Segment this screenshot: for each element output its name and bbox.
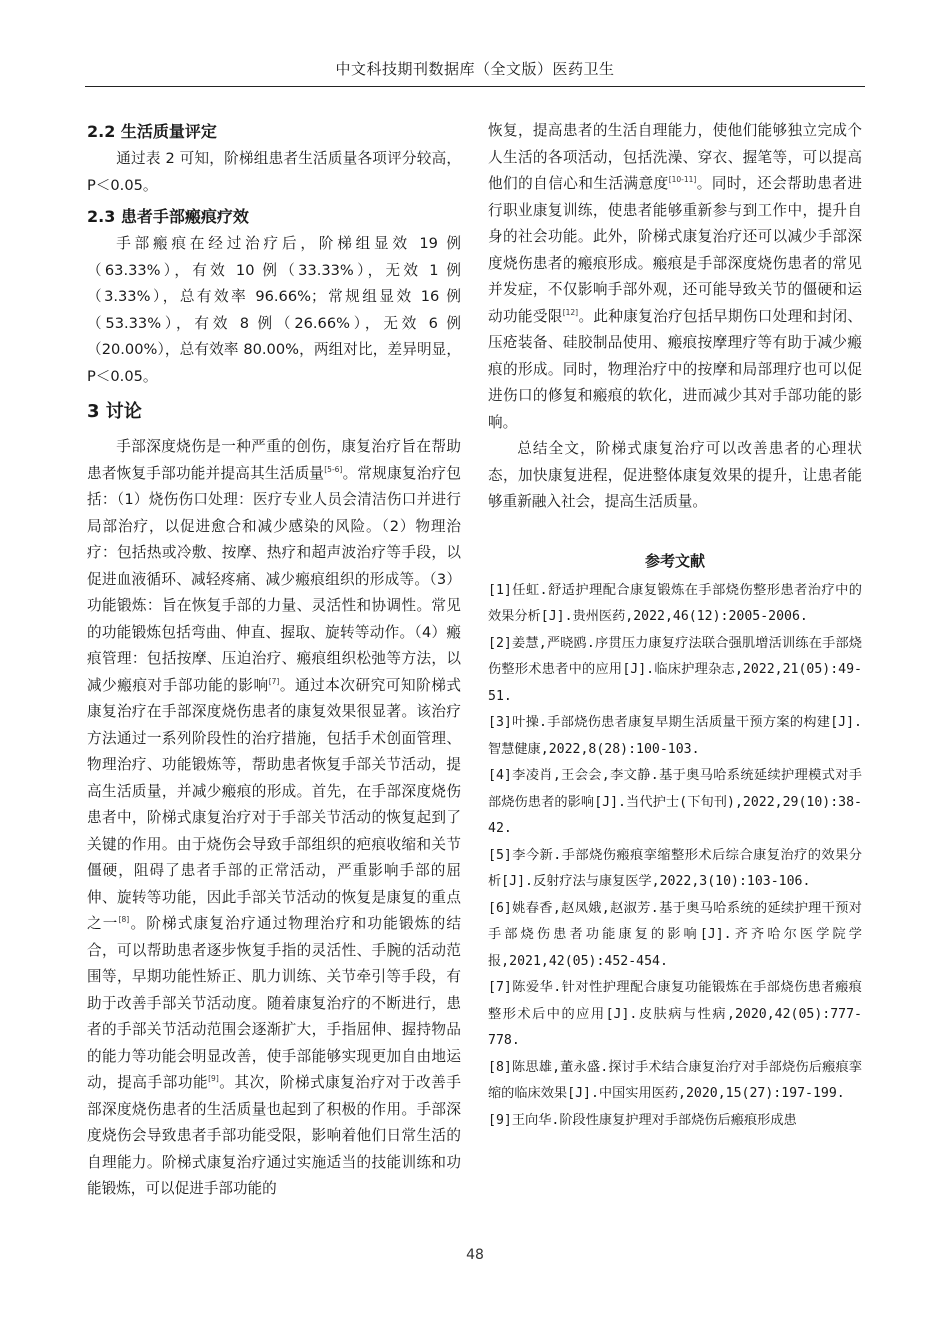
section-3-heading: 3 讨论: [87, 401, 142, 422]
section-2-3-paragraph: 手部瘢痕在经过治疗后，阶梯组显效 19 例（63.33%），有效 10 例（33.33%），无效 1 例（3.33%），总有效率 96.66%；常规组显效 16 例（53.33%），有效 8 例（26.66%），无效 6 例（20.00%），总有效率 80.00%，两组对比，差异明显，P＜0.05。: [87, 235, 461, 385]
citation[interactable]: [8]: [118, 915, 130, 924]
citation[interactable]: [7]: [268, 676, 280, 686]
reference-item: [9]王向华.阶段性康复护理对手部烧伤后瘢痕形成患: [488, 1112, 797, 1128]
reference-item: [5]李今新.手部烧伤瘢痕挛缩整形术后综合康复治疗的效果分析[J].反射疗法与康复医学,2022,3(10):103-106.: [488, 847, 862, 889]
reference-item: [8]陈思雄,董永盛.探讨手术结合康复治疗对手部烧伤后瘢痕挛缩的临床效果[J].中国实用医药,2020,15(27):197-199.: [488, 1059, 862, 1101]
right-column: [488, 118, 862, 1134]
journal-header: 中文科技期刊数据库（全文版）医药卫生: [335, 60, 615, 78]
citation[interactable]: [5-6]: [324, 464, 343, 474]
section-2-2-heading: 2.2 生活质量评定: [87, 122, 217, 141]
reference-item: [4]李凌肖,王会会,李文静.基于奥马哈系统延续护理模式对手部烧伤患者的影响[J].当代护士(下旬刊),2022,29(10):38-42.: [488, 768, 862, 836]
section-2-2-paragraph: 通过表 2 可知，阶梯组患者生活质量各项评分较高，P＜0.05。: [87, 150, 461, 194]
section-2-3-heading: 2.3 患者手部瘢痕疗效: [87, 207, 249, 226]
references-title: 参考文献: [644, 551, 705, 570]
page-number: 48: [466, 1247, 484, 1263]
reference-item: [7]陈爱华.针对性护理配合康复功能锻炼在手部烧伤患者瘢痕整形术后中的应用[J].皮肤病与性病,2020,42(05):777-778.: [488, 980, 862, 1048]
reference-item: [3]叶操.手部烧伤患者康复早期生活质量干预方案的构建[J].智慧健康,2022,8(28):100-103.: [488, 715, 862, 757]
conclusion-paragraph: 总结全文，阶梯式康复治疗可以改善患者的心理状态，加快康复进程，促进整体康复效果的提升，让患者能够重新融入社会，提高生活质量。: [488, 440, 862, 510]
reference-item: [6]姚春香,赵凤娥,赵淑芳.基于奥马哈系统的延续护理干预对手部烧伤患者功能康复的影响[J].齐齐哈尔医学院学报,2021,42(05):452-454.: [488, 900, 862, 969]
citation[interactable]: [12]: [562, 307, 579, 317]
reference-item: [2]姜慧,严晓鸥.序贯压力康复疗法联合强肌增活训练在手部烧伤整形术患者中的应用[J].临床护理杂志,2022,21(05):49-51.: [488, 635, 862, 704]
citation[interactable]: [10-11]: [668, 175, 697, 184]
discussion-paragraph: 手部深度烧伤是一种严重的创伤，康复治疗旨在帮助患者恢复手部功能并提高其生活质量[5-6]。常规康复治疗包括：（1）烧伤伤口处理：医疗专业人员会清洁伤口并进行局部治疗，以促进愈合和减少感染的风险。（2）物理治疗：包括热或冷敷、按摩、热疗和超声波治疗等手段，以促进血液循环、减轻疼痛、减少瘢痕组织的形成等。（3）功能锻炼：旨在恢复手部的力量、灵活性和协调性。常见的功能锻炼包括弯曲、伸直、握取、旋转等动作。（4）瘢痕管理：包括按摩、压迫治疗、瘢痕组织松弛等方法，以减少瘢痕对手部功能的影响[7]。通过本次研究可知阶梯式康复治疗在手部深度烧伤患者的康复效果很显著。该治疗方法通过一系列阶段性的治疗措施，包括手术创面管理、物理治疗、功能锻炼等，帮助患者恢复手部关节活动，提高生活质量，并减少瘢痕的形成。首先，在手部深度烧伤患者中，阶梯式康复治疗对于手部关节活动的恢复起到了关键的作用。由于烧伤会导致手部组织的疤痕收缩和关节僵硬，阻碍了患者手部的正常活动，严重影响手部的屈伸、旋转等功能，因此手部关节活动的恢复是康复的重点之一[8]。阶梯式康复治疗通过物理治疗和功能锻炼的结合，可以帮助患者逐步恢复手指的灵活性、手腕的活动范围等，早期功能性矫正、肌力训练、关节牵引等手段，有助于改善手部关节活动度。随着康复治疗的不断进行，患者的手部关节活动范围会逐渐扩大，手指屈伸、握持物品的能力等功能会明显改善，使手部能够实现更加自由地运动，提高手部功能[9]。其次，阶梯式康复治疗对于改善手部深度烧伤患者的生活质量也起到了积极的作用。手部深度烧伤会导致患者手部功能受限，影响着他们日常生活的自理能力。阶梯式康复治疗通过实施适当的技能训练和功能锻炼，可以促进手部功能的: [87, 438, 461, 1197]
references-list: [488, 578, 862, 1135]
left-column: [87, 118, 461, 1203]
header-rule: [85, 86, 865, 87]
citation[interactable]: [9]: [208, 1074, 219, 1083]
discussion-continued-paragraph: 恢复，提高患者的生活自理能力，使他们能够独立完成个人生活的各项活动，包括洗澡、穿衣、握笔等，可以提高他们的自信心和生活满意度[10-11]。同时，还会帮助患者进行职业康复训练，使患者能够重新参与到工作中，提升自身的社会功能。此外，阶梯式康复治疗还可以减少手部深度烧伤患者的瘢痕形成。瘢痕是手部深度烧伤患者的常见并发症，不仅影响手部外观，还可能导致关节的僵硬和运动功能受限[12]。此种康复治疗包括早期伤口处理和封闭、压疮装备、硅胶制品使用、瘢痕按摩理疗等有助于减少瘢痕的形成。同时，物理治疗中的按摩和局部理疗也可以促进伤口的修复和瘢痕的软化，进而减少其对手部功能的影响。: [488, 122, 862, 431]
reference-item: [1]任虹.舒适护理配合康复锻炼在手部烧伤整形患者治疗中的效果分析[J].贵州医药,2022,46(12):2005-2006.: [488, 582, 862, 624]
